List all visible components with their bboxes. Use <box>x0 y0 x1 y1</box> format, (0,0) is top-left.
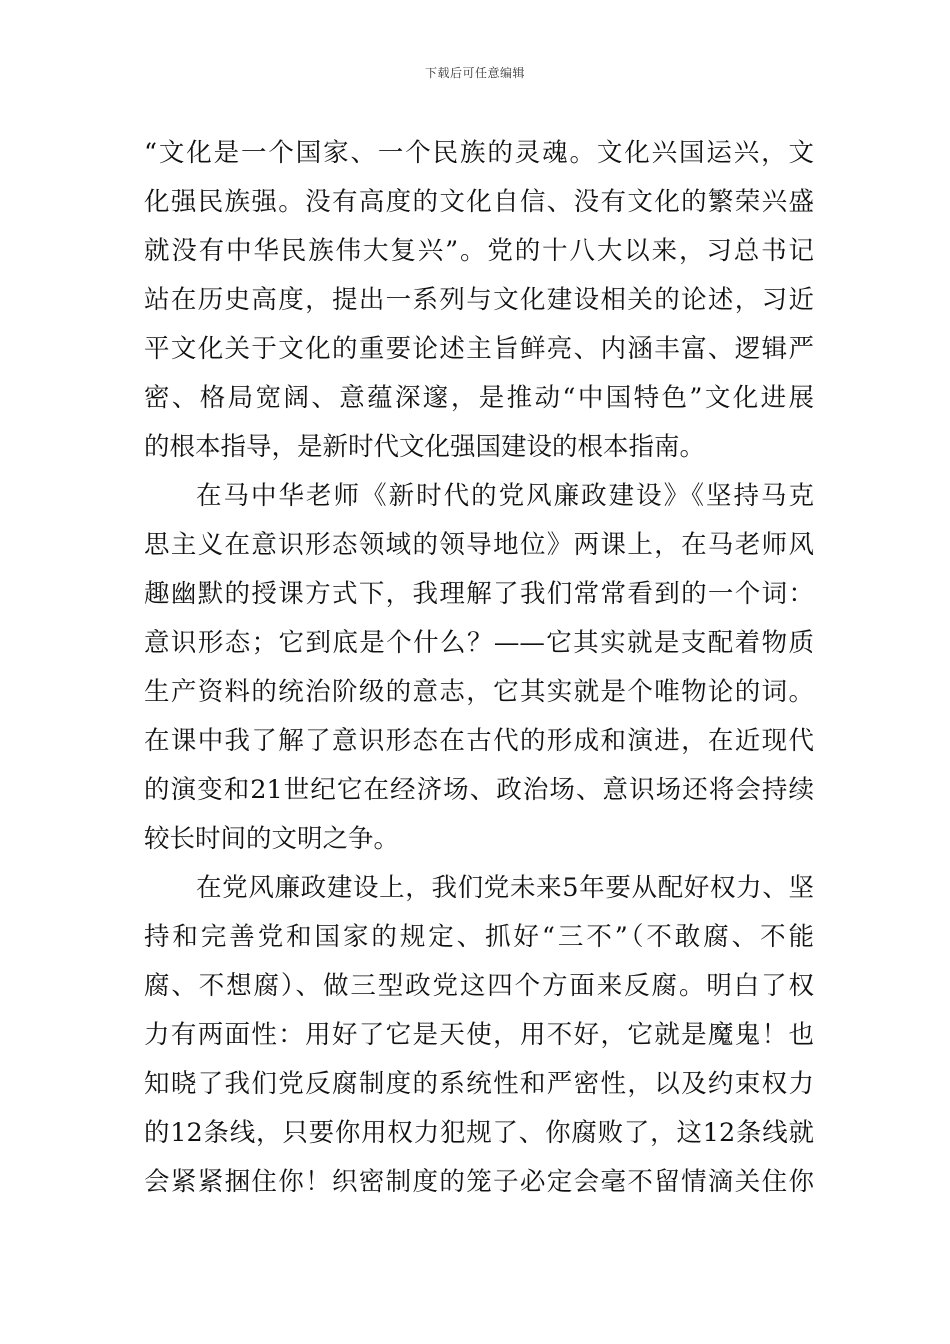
paragraph-1-line-3: 就没有中华民族伟大复兴”。党的十八大以来，习总书记 <box>144 236 814 266</box>
paragraph-2-line-4: 意识形态；它到底是个什么？——它其实就是支配着物质 <box>144 628 814 658</box>
paragraph-2-line-5: 生产资料的统治阶级的意志，它其实就是个唯物论的词。 <box>144 677 814 707</box>
paragraph-3-line-6: 的12条线，只要你用权力犯规了、你腐败了，这12条线就 <box>144 1118 814 1148</box>
paragraph-1-line-1: “文化是一个国家、一个民族的灵魂。文化兴国运兴，文 <box>144 138 814 168</box>
paragraph-2-line-8: 较长时间的文明之争。 <box>144 824 400 854</box>
paragraph-2-line-2: 思主义在意识形态领域的领导地位》两课上，在马老师风 <box>144 530 814 560</box>
paragraph-1-line-7: 的根本指导，是新时代文化强国建设的根本指南。 <box>144 432 706 462</box>
paragraph-2-line-3: 趣幽默的授课方式下，我理解了我们常常看到的一个词： <box>144 579 814 609</box>
paragraph-2-line-7: 的演变和21世纪它在经济场、政治场、意识场还将会持续 <box>144 775 814 805</box>
paragraph-3-line-7: 会紧紧捆住你！织密制度的笼子必定会毫不留情滴关住你 <box>144 1167 814 1197</box>
paragraph-3-line-3: 腐、不想腐）、做三型政党这四个方面来反腐。明白了权 <box>144 971 814 1001</box>
document-body <box>144 129 814 1207</box>
paragraph-2-line-6: 在课中我了解了意识形态在古代的形成和演进，在近现代 <box>144 726 814 756</box>
paragraph-3-line-1: 在党风廉政建设上，我们党未来5年要从配好权力、坚 <box>196 873 814 903</box>
paragraph-3-line-4: 力有两面性：用好了它是天使，用不好，它就是魔鬼！也 <box>144 1020 814 1050</box>
paragraph-3-line-2: 持和完善党和国家的规定、抓好“三不”（不敢腐、不能 <box>144 922 814 952</box>
paragraph-2-line-1: 在马中华老师《新时代的党风廉政建设》《坚持马克 <box>196 481 814 511</box>
page-header: 下载后可任意编辑 <box>424 66 525 80</box>
paragraph-1-line-4: 站在历史高度，提出一系列与文化建设相关的论述，习近 <box>144 285 814 315</box>
paragraph-1-line-6: 密、格局宽阔、意蕴深邃，是推动“中国特色”文化进展 <box>144 383 814 413</box>
paragraph-1-line-5: 平文化关于文化的重要论述主旨鲜亮、内涵丰富、逻辑严 <box>144 334 814 364</box>
paragraph-1-line-2: 化强民族强。没有高度的文化自信、没有文化的繁荣兴盛 <box>144 187 814 217</box>
paragraph-3-line-5: 知晓了我们党反腐制度的系统性和严密性，以及约束权力 <box>144 1069 814 1099</box>
